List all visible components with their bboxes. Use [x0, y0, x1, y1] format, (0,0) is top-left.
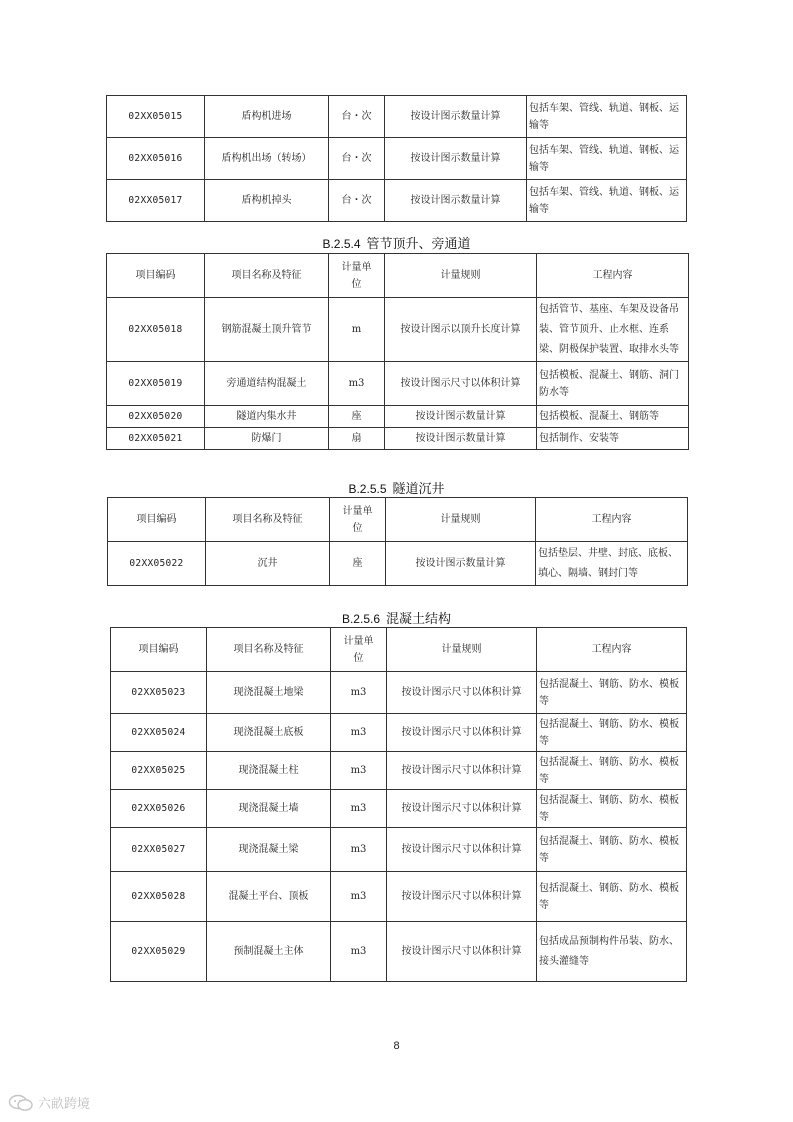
header-unit: 计量单位	[331, 628, 387, 672]
section-heading: 隧道沉井	[392, 481, 445, 496]
item-rule: 按设计图示数量计算	[385, 138, 527, 180]
header-name: 项目名称及特征	[207, 628, 331, 672]
item-rule: 按设计图示尺寸以体积计算	[387, 790, 537, 828]
header-content: 工程内容	[537, 628, 687, 672]
item-code: 02XX05016	[107, 138, 205, 180]
table-row	[107, 406, 689, 428]
item-content: 包括管节、基座、车架及设备吊装、管节顶升、止水框、连系梁、阴极保护装置、取排水头等	[537, 298, 689, 362]
watermark	[8, 1093, 90, 1112]
item-content: 包括模板、混凝土、钢筋等	[537, 406, 689, 428]
item-unit: 座	[330, 542, 386, 586]
table-row	[111, 752, 687, 790]
header-rule: 计量规则	[387, 628, 537, 672]
item-content: 包括混凝土、钢筋、防水、模板等	[537, 790, 687, 828]
header-code: 项目编码	[108, 498, 206, 542]
section-heading: 管节顶升、旁通道	[366, 236, 471, 251]
header-name: 项目名称及特征	[206, 498, 330, 542]
item-unit: 台・次	[329, 180, 385, 222]
item-unit: m3	[331, 922, 387, 982]
section-number: B.2.5.5	[348, 482, 387, 496]
item-name: 预制混凝土主体	[207, 922, 331, 982]
item-name: 钢筋混凝土顶升管节	[205, 298, 329, 362]
item-rule: 按设计图示尺寸以体积计算	[387, 922, 537, 982]
table-row	[111, 828, 687, 872]
watermark-text: 六畝跨境	[38, 1097, 91, 1112]
item-rule: 按设计图示尺寸以体积计算	[387, 714, 537, 752]
item-unit: m3	[329, 362, 385, 406]
table-header-row	[108, 498, 688, 542]
table-header-row	[111, 628, 687, 672]
header-name: 项目名称及特征	[205, 254, 329, 298]
item-content: 包括车架、管线、轨道、钢板、运输等	[527, 96, 687, 138]
item-rule: 按设计图示数量计算	[385, 406, 537, 428]
item-content: 包括混凝土、钢筋、防水、模板等	[537, 672, 687, 714]
header-unit: 计量单位	[330, 498, 386, 542]
item-name: 现浇混凝土墙	[207, 790, 331, 828]
item-name: 现浇混凝土地梁	[207, 672, 331, 714]
item-name: 盾构机进场	[205, 96, 329, 138]
header-code: 项目编码	[107, 254, 205, 298]
item-code: 02XX05017	[107, 180, 205, 222]
item-content: 包括模板、混凝土、钢筋、洞门防水等	[537, 362, 689, 406]
item-rule: 按设计图示尺寸以体积计算	[387, 752, 537, 790]
table-continued	[106, 95, 687, 222]
page-number: 8	[393, 1040, 400, 1052]
item-name: 盾构机掉头	[205, 180, 329, 222]
item-unit: m3	[331, 790, 387, 828]
header-rule: 计量规则	[385, 254, 537, 298]
table-row	[111, 872, 687, 922]
table-row	[108, 542, 688, 586]
section-number: B.2.5.6	[341, 612, 380, 626]
item-rule: 按设计图示以顶升长度计算	[385, 298, 537, 362]
item-content: 包括垫层、井壁、封底、底板、填心、隔墙、钢封门等	[536, 542, 688, 586]
item-name: 防爆门	[205, 428, 329, 450]
table-row	[111, 790, 687, 828]
section-heading: 混凝土结构	[386, 611, 452, 626]
item-content: 包括混凝土、钢筋、防水、模板等	[537, 714, 687, 752]
item-content: 包括混凝土、钢筋、防水、模板等	[537, 872, 687, 922]
item-unit: m3	[331, 752, 387, 790]
table-row	[111, 922, 687, 982]
table-row	[111, 672, 687, 714]
item-code: 02XX05024	[111, 714, 207, 752]
item-rule: 按设计图示尺寸以体积计算	[385, 362, 537, 406]
item-code: 02XX05028	[111, 872, 207, 922]
item-content: 包括成品预制构件吊装、防水、接头灌缝等	[537, 922, 687, 982]
item-code: 02XX05022	[108, 542, 206, 586]
item-unit: 台・次	[329, 96, 385, 138]
item-rule: 按设计图示数量计算	[385, 96, 527, 138]
item-code: 02XX05025	[111, 752, 207, 790]
section-title-b256	[0, 608, 793, 627]
item-code: 02XX05021	[107, 428, 205, 450]
item-rule: 按设计图示尺寸以体积计算	[387, 872, 537, 922]
item-content: 包括车架、管线、轨道、钢板、运输等	[527, 180, 687, 222]
item-unit: m3	[331, 872, 387, 922]
item-name: 旁通道结构混凝土	[205, 362, 329, 406]
table-row	[107, 298, 689, 362]
item-name: 现浇混凝土柱	[207, 752, 331, 790]
table-header-row	[107, 254, 689, 298]
item-content: 包括制作、安装等	[537, 428, 689, 450]
table-row	[107, 96, 687, 138]
table-row	[107, 180, 687, 222]
header-rule: 计量规则	[386, 498, 536, 542]
item-name: 现浇混凝土底板	[207, 714, 331, 752]
item-name: 盾构机出场（转场）	[205, 138, 329, 180]
item-name: 现浇混凝土梁	[207, 828, 331, 872]
table-row	[107, 362, 689, 406]
item-code: 02XX05029	[111, 922, 207, 982]
header-content: 工程内容	[537, 254, 689, 298]
item-unit: m3	[331, 714, 387, 752]
table-row	[107, 138, 687, 180]
item-rule: 按设计图示尺寸以体积计算	[387, 672, 537, 714]
item-rule: 按设计图示数量计算	[385, 428, 537, 450]
header-code: 项目编码	[111, 628, 207, 672]
item-unit: 扇	[329, 428, 385, 450]
item-content: 包括混凝土、钢筋、防水、模板等	[537, 828, 687, 872]
item-content: 包括车架、管线、轨道、钢板、运输等	[527, 138, 687, 180]
item-code: 02XX05015	[107, 96, 205, 138]
table-b256	[110, 627, 687, 982]
item-code: 02XX05019	[107, 362, 205, 406]
item-unit: m3	[331, 828, 387, 872]
table-b255	[107, 497, 688, 586]
item-rule: 按设计图示数量计算	[386, 542, 536, 586]
item-code: 02XX05020	[107, 406, 205, 428]
item-name: 隧道内集水井	[205, 406, 329, 428]
table-row	[111, 714, 687, 752]
item-rule: 按设计图示数量计算	[385, 180, 527, 222]
item-content: 包括混凝土、钢筋、防水、模板等	[537, 752, 687, 790]
item-name: 混凝土平台、顶板	[207, 872, 331, 922]
section-title-b255	[0, 478, 793, 497]
table-row	[107, 428, 689, 450]
item-code: 02XX05027	[111, 828, 207, 872]
section-title-b254	[0, 233, 793, 252]
item-unit: m	[329, 298, 385, 362]
item-code: 02XX05023	[111, 672, 207, 714]
header-unit: 计量单位	[329, 254, 385, 298]
wechat-bubble-icon	[8, 1094, 34, 1112]
table-b254	[106, 253, 689, 450]
item-rule: 按设计图示尺寸以体积计算	[387, 828, 537, 872]
section-number: B.2.5.4	[322, 237, 361, 251]
item-unit: m3	[331, 672, 387, 714]
item-name: 沉井	[206, 542, 330, 586]
header-content: 工程内容	[536, 498, 688, 542]
item-code: 02XX05026	[111, 790, 207, 828]
item-code: 02XX05018	[107, 298, 205, 362]
item-unit: 台・次	[329, 138, 385, 180]
item-unit: 座	[329, 406, 385, 428]
